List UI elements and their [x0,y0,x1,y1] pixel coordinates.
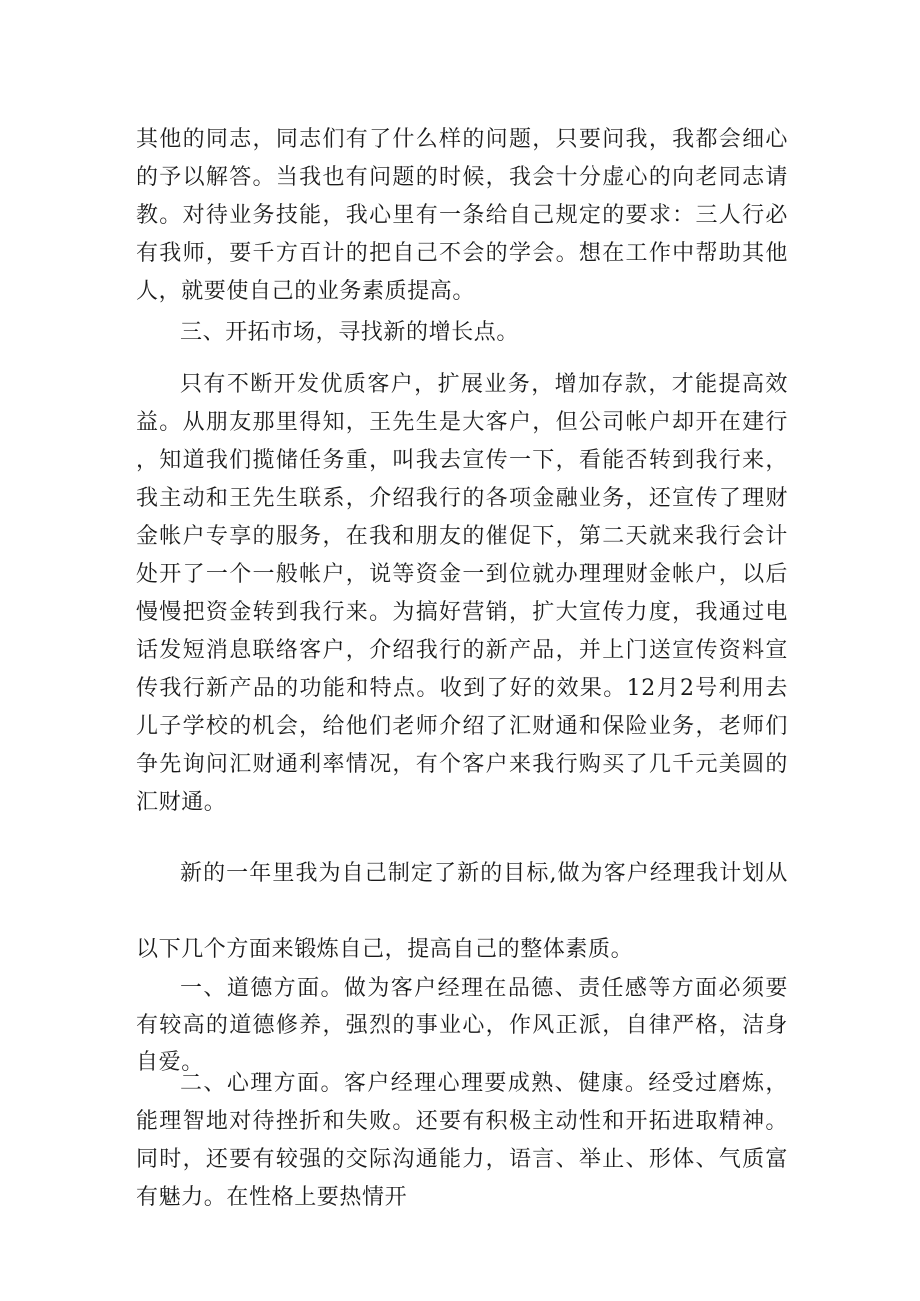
paragraph-new-year-goals: 新的一年里我为自己制定了新的目标,做为客户经理我计划从以下几个方面来锻炼自己，提高自己的整体素质。 [136,861,788,962]
paragraph-moral-aspect: 一、道德方面。做为客户经理在品德、责任感等方面必须要有较高的道德修养，强烈的事业心，作风正派，自律严格，洁身自爱。 [136,976,788,1075]
paragraph-market-development: 只有不断开发优质客户，扩展业务，增加存款，才能提高效益。从朋友那里得知，王先生是大客户，但公司帐户却开在建行，知道我们揽储任务重，叫我去宣传一下，看能否转到我行来，我主动和王先生联系，介绍我行的各项金融业务，还宣传了理财金帐户专享的服务，在我和朋友的催促下，第二天就来我行会计处开了一个一般帐户，说等资金一到位就办理理财金帐户，以后慢慢把资金转到我行来。为搞好营销，扩大宣传力度，我通过电话发短消息联络客户，介绍我行的新产品，并上门送宣传资料宣传我行新产品的功能和特点。收到了好的效果。12月2号利用去儿子学校的机会，给他们老师介绍了汇财通和保险业务，老师们争先询问汇财通利率情况，有个客户来我行购买了几千元美圆的汇财通。 [136,372,788,815]
paragraph-psychological-aspect: 二、心理方面。客户经理心理要成熟、健康。经受过磨炼，能理智地对待挫折和失败。还要有积极主动性和开拓进取精神。同时，还要有较强的交际沟通能力，语言、举止、形体、气质富有魅力。在性格上要热情开 [136,1071,788,1210]
paragraph-continuation: 其他的同志，同志们有了什么样的问题，只要问我，我都会细心的予以解答。当我也有问题的时候，我会十分虚心的向老同志请教。对待业务技能，我心里有一条给自己规定的要求：三人行必有我师，要千方百计的把自己不会的学会。想在工作中帮助其他人，就要使自己的业务素质提高。 [136,127,788,304]
section-heading-market: 三、开拓市场，寻找新的增长点。 [180,320,520,345]
